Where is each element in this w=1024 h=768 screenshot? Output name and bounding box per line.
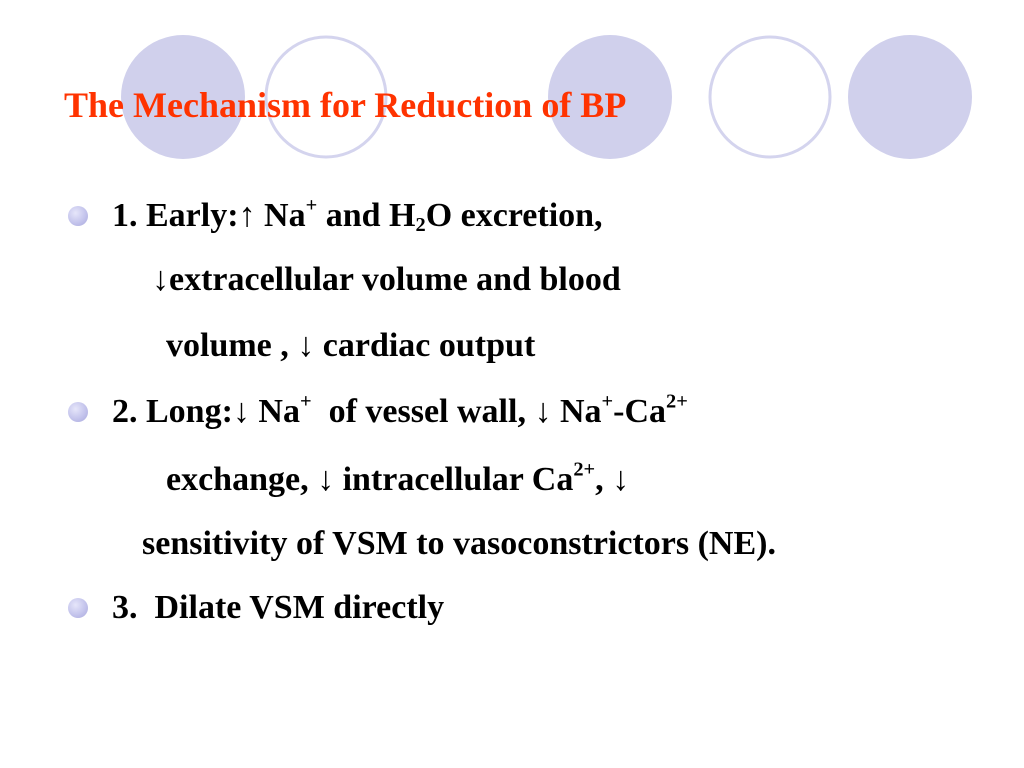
item-1-line-3: volume , ↓ cardiac output	[166, 327, 536, 364]
item-1-line-2: ↓extracellular volume and blood	[152, 261, 621, 298]
slide-title: The Mechanism for Reduction of BP	[64, 85, 627, 125]
item-2-line-2: exchange, ↓ intracellular $Ca^{2+}$, ↓	[166, 458, 630, 498]
item-2-line-3: sensitivity of VSM to vasoconstrictors (NE).	[142, 525, 776, 562]
item-1-line-1: 1. Early:↑ Na+ and $H_2O$ excretion,	[112, 194, 603, 237]
bullet-icon	[68, 206, 88, 226]
item-2-line-1: 2. Long:↓ Na+ of vessel wall, ↓ $Na^+-Ca^{2+}$	[112, 390, 688, 430]
bullet-icon	[68, 402, 88, 422]
circle-filled-3	[848, 35, 972, 159]
bullet-icon	[68, 598, 88, 618]
item-3-line-1: 3. Dilate VSM directly	[112, 589, 445, 626]
circle-outline-2	[710, 37, 830, 157]
